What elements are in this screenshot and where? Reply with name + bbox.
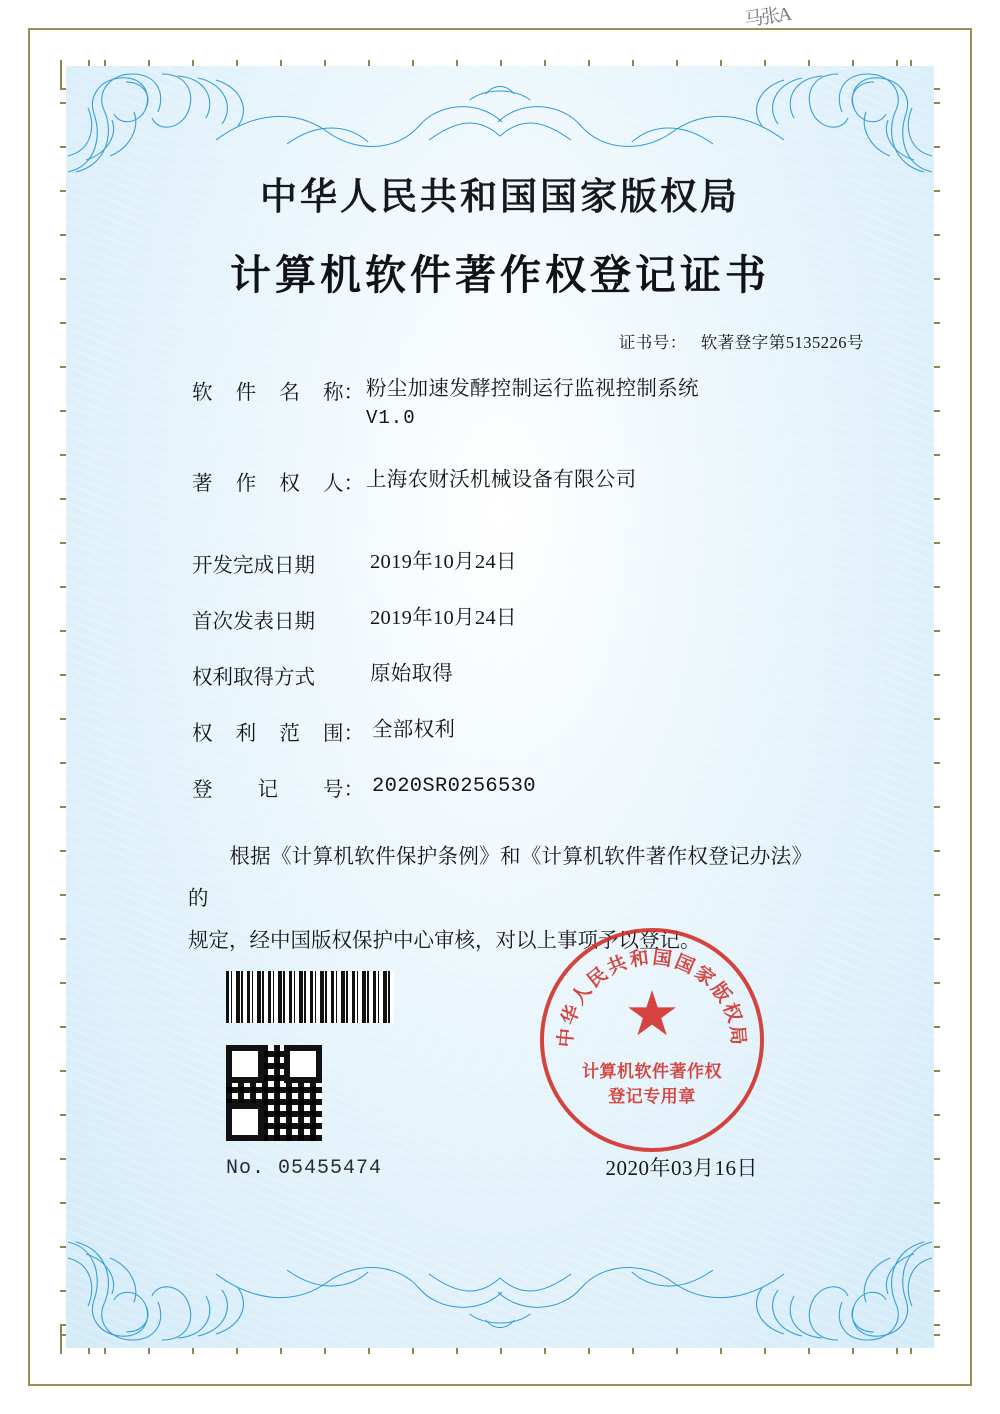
field-copyright-owner (192, 466, 886, 496)
field-value (366, 375, 886, 432)
software-version-value: V1.0 (366, 406, 416, 429)
statement-line-2: 规定，经中国版权保护中心审核，对以上事项予以登记。 (188, 930, 701, 953)
field-label: 登 记 号： (192, 779, 364, 802)
qr-finder-bottom-left (226, 1103, 264, 1141)
seal-text-line-2: 登记专用章 (608, 1086, 696, 1106)
seal-star-icon: ★ (624, 981, 680, 1049)
issue-date: 2020年03月16日 (605, 1156, 758, 1180)
field-rights-scope (192, 716, 886, 746)
field-acquisition-method (192, 660, 886, 690)
copyright-owner-value: 上海农财沃机械设备有限公司 (366, 469, 637, 492)
svg-text:中华人民共和国国家版权局: 中华人民共和国国家版权局 (555, 947, 749, 1049)
code-block (226, 971, 394, 1141)
acquisition-method-value: 原始取得 (370, 663, 454, 686)
registration-number-value: 2020SR0256530 (372, 775, 536, 799)
issuer-title: 中华人民共和国国家版权局 (260, 177, 740, 218)
field-label: 开发完成日期 (192, 555, 315, 578)
rights-scope-value: 全部权利 (372, 719, 456, 742)
development-date-value: 2019年10月24日 (370, 551, 517, 574)
handwritten-mark: 马张A (743, 3, 792, 32)
seal-bottom-text (544, 1060, 760, 1109)
certificate-number (114, 329, 886, 353)
field-label: 首次发表日期 (192, 611, 315, 634)
field-development-date (192, 548, 886, 578)
official-seal (540, 928, 764, 1152)
certificate-field (66, 66, 934, 1348)
field-first-publish-date (192, 604, 886, 634)
first-publish-date-value: 2019年10月24日 (370, 607, 517, 630)
certificate-number-label: 证书号： (618, 333, 687, 352)
certificate-number-value: 软著登字第5135226号 (700, 333, 864, 352)
field-list (114, 375, 886, 802)
certificate-content (66, 66, 934, 1348)
field-label: 著 作 权 人： (192, 473, 364, 496)
qr-code (226, 1045, 322, 1141)
barcode (226, 971, 394, 1023)
software-name-value: 粉尘加速发酵控制运行监视控制系统 (366, 378, 699, 400)
statement-line-1: 根据《计算机软件保护条例》和《计算机软件著作权登记办法》的 (188, 846, 812, 911)
field-label: 权利取得方式 (192, 667, 315, 690)
document-title: 计算机软件著作权登记证书 (230, 252, 770, 298)
spacer (192, 522, 886, 548)
seal-text-line-1: 计算机软件著作权 (582, 1062, 722, 1081)
serial-number: No. 05455474 (226, 1157, 383, 1180)
field-registration-number (192, 772, 886, 802)
field-software-name (192, 375, 886, 432)
statement-paragraph (114, 836, 886, 962)
field-label: 软 件 名 称： (192, 382, 364, 404)
field-label: 权 利 范 围： (192, 723, 364, 746)
